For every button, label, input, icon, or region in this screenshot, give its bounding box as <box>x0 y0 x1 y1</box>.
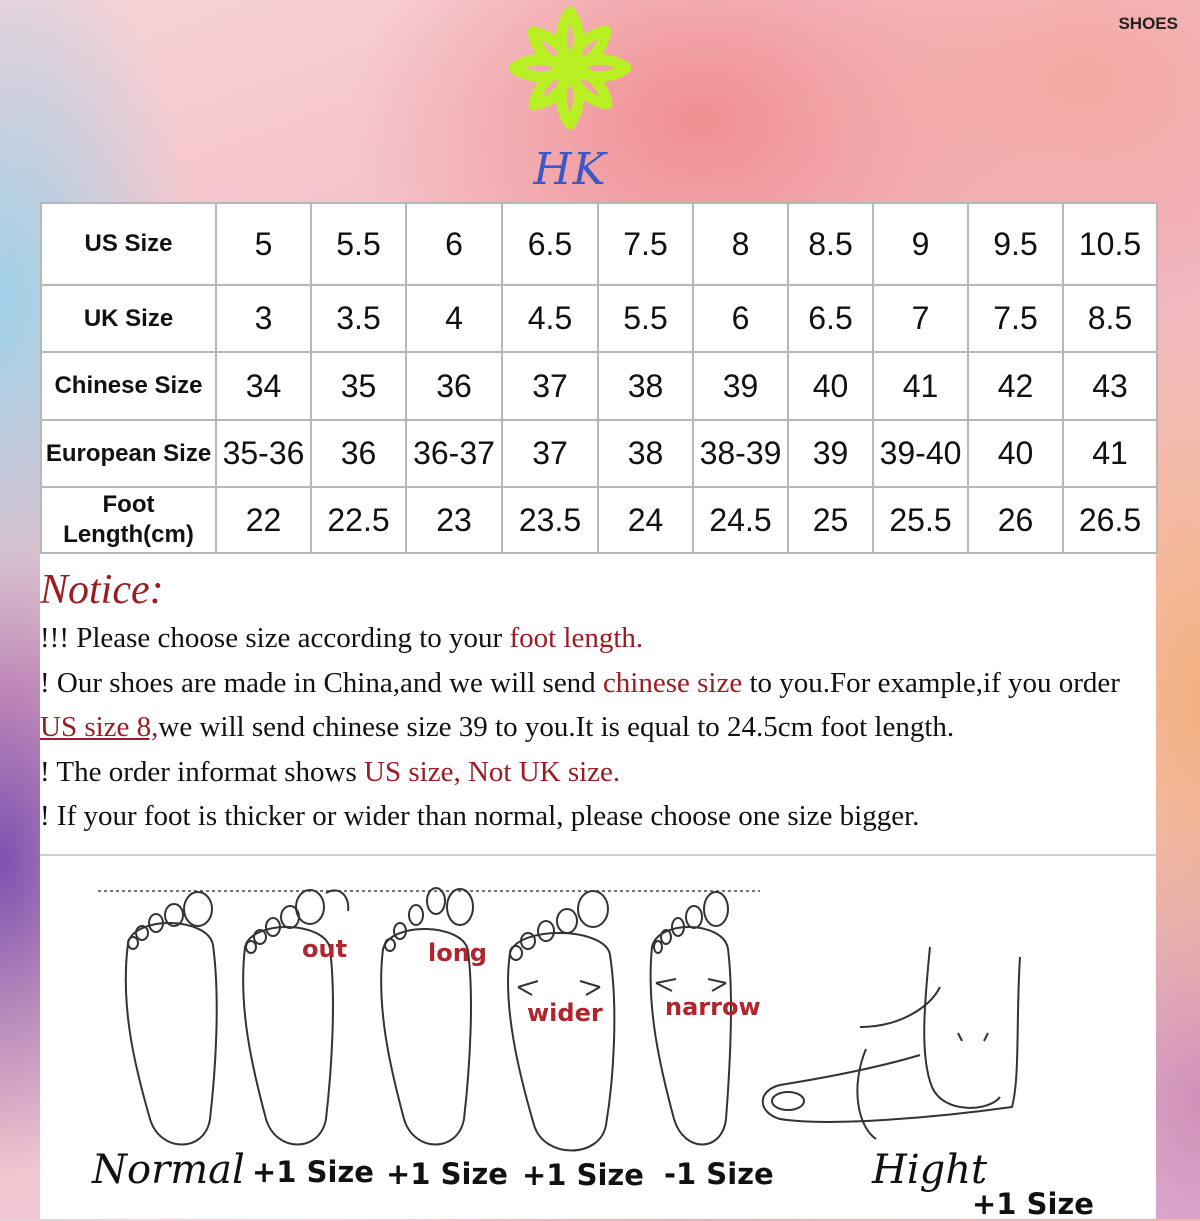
notice-text: to you.For example,if you order <box>742 667 1120 699</box>
foot-long-icon <box>381 888 473 1145</box>
table-cell: 7.5 <box>598 203 693 285</box>
foot-normal-icon <box>126 892 217 1145</box>
table-cell: 7 <box>873 285 968 352</box>
notice-text: !!! Please choose size according to your <box>40 622 510 654</box>
table-cell: 26.5 <box>1063 487 1157 553</box>
notice-highlight: foot length. <box>509 622 644 654</box>
table-cell: 5.5 <box>311 203 406 285</box>
table-cell: 40 <box>788 352 873 420</box>
notice-line-3 <box>40 711 954 744</box>
foot-out-icon <box>243 890 348 1145</box>
table-cell: 8 <box>693 203 788 285</box>
size-chart-sheet <box>40 202 1156 1219</box>
table-cell: 38 <box>598 352 693 420</box>
table-cell: 40 <box>968 420 1063 487</box>
table-cell: 43 <box>1063 352 1157 420</box>
table-cell: 5.5 <box>598 285 693 352</box>
table-cell: 6.5 <box>788 285 873 352</box>
table-cell: 26 <box>968 487 1063 553</box>
notice-line-4 <box>40 756 620 789</box>
table-cell: 35 <box>311 352 406 420</box>
table-cell: 36 <box>311 420 406 487</box>
table-cell: 38-39 <box>693 420 788 487</box>
notice-line-2 <box>40 667 1120 700</box>
notice-highlight: US size 8, <box>40 711 159 743</box>
row-label: European Size <box>41 420 216 487</box>
table-row-foot-length <box>41 487 1157 553</box>
table-cell: 9.5 <box>968 203 1063 285</box>
table-cell: 6.5 <box>502 203 598 285</box>
table-row-us <box>41 203 1157 285</box>
flower-icon <box>505 6 635 146</box>
table-cell: 35-36 <box>216 420 311 487</box>
brand-tag: SHOES <box>1118 14 1178 33</box>
label-out-size: +1 Size <box>252 1155 374 1189</box>
tag-out: out <box>302 935 348 963</box>
table-cell: 39 <box>788 420 873 487</box>
table-cell: 41 <box>1063 420 1157 487</box>
table-cell: 9 <box>873 203 968 285</box>
row-label: US Size <box>41 203 216 285</box>
table-cell: 4 <box>406 285 502 352</box>
table-row-uk <box>41 285 1157 352</box>
tag-wider: wider <box>527 999 603 1027</box>
table-row-european <box>41 420 1157 487</box>
table-cell: 38 <box>598 420 693 487</box>
table-cell: 8.5 <box>788 203 873 285</box>
table-cell: 7.5 <box>968 285 1063 352</box>
label-long-size: +1 Size <box>386 1157 508 1191</box>
table-cell: 3.5 <box>311 285 406 352</box>
label-wider-size: +1 Size <box>522 1158 644 1192</box>
table-cell: 37 <box>502 352 598 420</box>
notice-line-5: ! If your foot is thicker or wider than normal, please choose one size bigger. <box>40 800 920 832</box>
table-cell: 8.5 <box>1063 285 1157 352</box>
notice-text: ! Our shoes are made in China,and we will send <box>40 667 603 699</box>
table-cell: 34 <box>216 352 311 420</box>
table-cell: 24 <box>598 487 693 553</box>
table-cell: 25 <box>788 487 873 553</box>
table-cell: 23 <box>406 487 502 553</box>
notice-section <box>40 554 1156 854</box>
row-label: UK Size <box>41 285 216 352</box>
notice-text: we will send chinese size 39 to you.It is equal to 24.5cm foot length. <box>158 711 955 743</box>
brand-logo <box>505 6 635 196</box>
table-cell: 23.5 <box>502 487 598 553</box>
row-label: Chinese Size <box>41 352 216 420</box>
table-cell: 39 <box>693 352 788 420</box>
label-hight-size: +1 Size <box>972 1187 1094 1221</box>
table-cell: 39-40 <box>873 420 968 487</box>
notice-highlight: chinese size <box>602 667 743 699</box>
table-cell: 6 <box>406 203 502 285</box>
size-table <box>40 202 1158 554</box>
table-row-chinese <box>41 352 1157 420</box>
table-cell: 5 <box>216 203 311 285</box>
divider <box>40 854 1156 856</box>
table-cell: 42 <box>968 352 1063 420</box>
label-narrow-size: -1 Size <box>664 1157 774 1191</box>
table-cell: 25.5 <box>873 487 968 553</box>
table-cell: 36-37 <box>406 420 502 487</box>
table-cell: 4.5 <box>502 285 598 352</box>
notice-highlight: US size, Not UK size. <box>364 756 621 788</box>
table-cell: 36 <box>406 352 502 420</box>
table-cell: 6 <box>693 285 788 352</box>
tag-long: long <box>428 939 487 967</box>
table-cell: 24.5 <box>693 487 788 553</box>
foot-shape-guide <box>40 857 1156 1219</box>
notice-title: Notice: <box>40 567 164 613</box>
table-cell: 3 <box>216 285 311 352</box>
foot-height-icon <box>763 947 1020 1139</box>
row-label <box>41 487 216 553</box>
table-cell: 37 <box>502 420 598 487</box>
row-label-line2: Length(cm) <box>63 521 194 548</box>
row-label-line1: Foot <box>102 491 155 518</box>
notice-line-1 <box>40 622 643 655</box>
logo-text: HK <box>533 144 607 195</box>
table-cell: 10.5 <box>1063 203 1157 285</box>
table-cell: 41 <box>873 352 968 420</box>
notice-text: ! The order informat shows <box>40 756 365 788</box>
table-cell: 22 <box>216 487 311 553</box>
tag-narrow: narrow <box>665 993 761 1021</box>
label-normal: Normal <box>92 1147 245 1193</box>
label-hight: Hight <box>872 1147 988 1193</box>
table-cell: 22.5 <box>311 487 406 553</box>
